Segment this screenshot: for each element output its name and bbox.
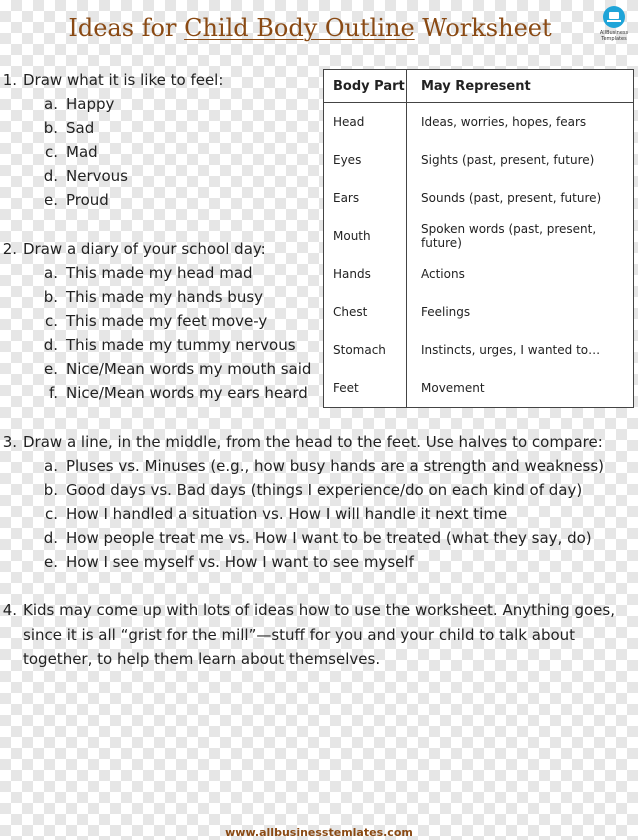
column-header-may-represent: May Represent <box>407 70 634 103</box>
table-row <box>324 141 634 179</box>
question-4-number: 4. <box>2 601 17 619</box>
table-row <box>324 369 634 408</box>
table-header-row <box>324 70 634 103</box>
table-row <box>324 179 634 217</box>
meaning-cell: Feelings <box>421 305 471 319</box>
meaning-cell: Sounds (past, present, future) <box>421 191 602 205</box>
table-row <box>324 293 634 331</box>
meaning-cell: Spoken words (past, present, future) <box>421 222 597 250</box>
meaning-cell: Instincts, urges, I wanted to… <box>421 343 601 357</box>
footer-url: www.allbusinesstemlates.com <box>225 826 413 839</box>
table-row <box>324 331 634 369</box>
body-part-cell: Feet <box>324 369 407 408</box>
body-part-table <box>323 69 634 408</box>
meaning-cell: Ideas, worries, hopes, fears <box>421 115 587 129</box>
column-header-body-part: Body Part <box>324 70 407 103</box>
meaning-cell: Movement <box>421 381 485 395</box>
question-4-text: Kids may come up with lots of ideas how to use the worksheet. Anything goes, since it is all “grist for the mill”—stuff for you and your child to talk about together, to help them learn about themselves. <box>23 601 615 668</box>
body-part-cell: Chest <box>324 293 407 331</box>
logo-text: AllBusiness Templates <box>599 30 629 42</box>
body-part-cell: Head <box>324 103 407 142</box>
monitor-icon <box>603 6 625 28</box>
table-row <box>324 255 634 293</box>
body-part-cell: Eyes <box>324 141 407 179</box>
body-part-cell: Hands <box>324 255 407 293</box>
page-title: Ideas for Child Body Outline Worksheet <box>68 14 552 42</box>
body-part-cell: Ears <box>324 179 407 217</box>
body-part-cell: Stomach <box>324 331 407 369</box>
body-part-cell: Mouth <box>324 217 407 255</box>
meaning-cell: Sights (past, present, future) <box>421 153 595 167</box>
brand-logo <box>594 6 634 42</box>
title-underlined: Child Body Outline <box>184 14 415 42</box>
table-row <box>324 103 634 142</box>
meaning-cell: Actions <box>421 267 465 281</box>
table-row <box>324 217 634 255</box>
